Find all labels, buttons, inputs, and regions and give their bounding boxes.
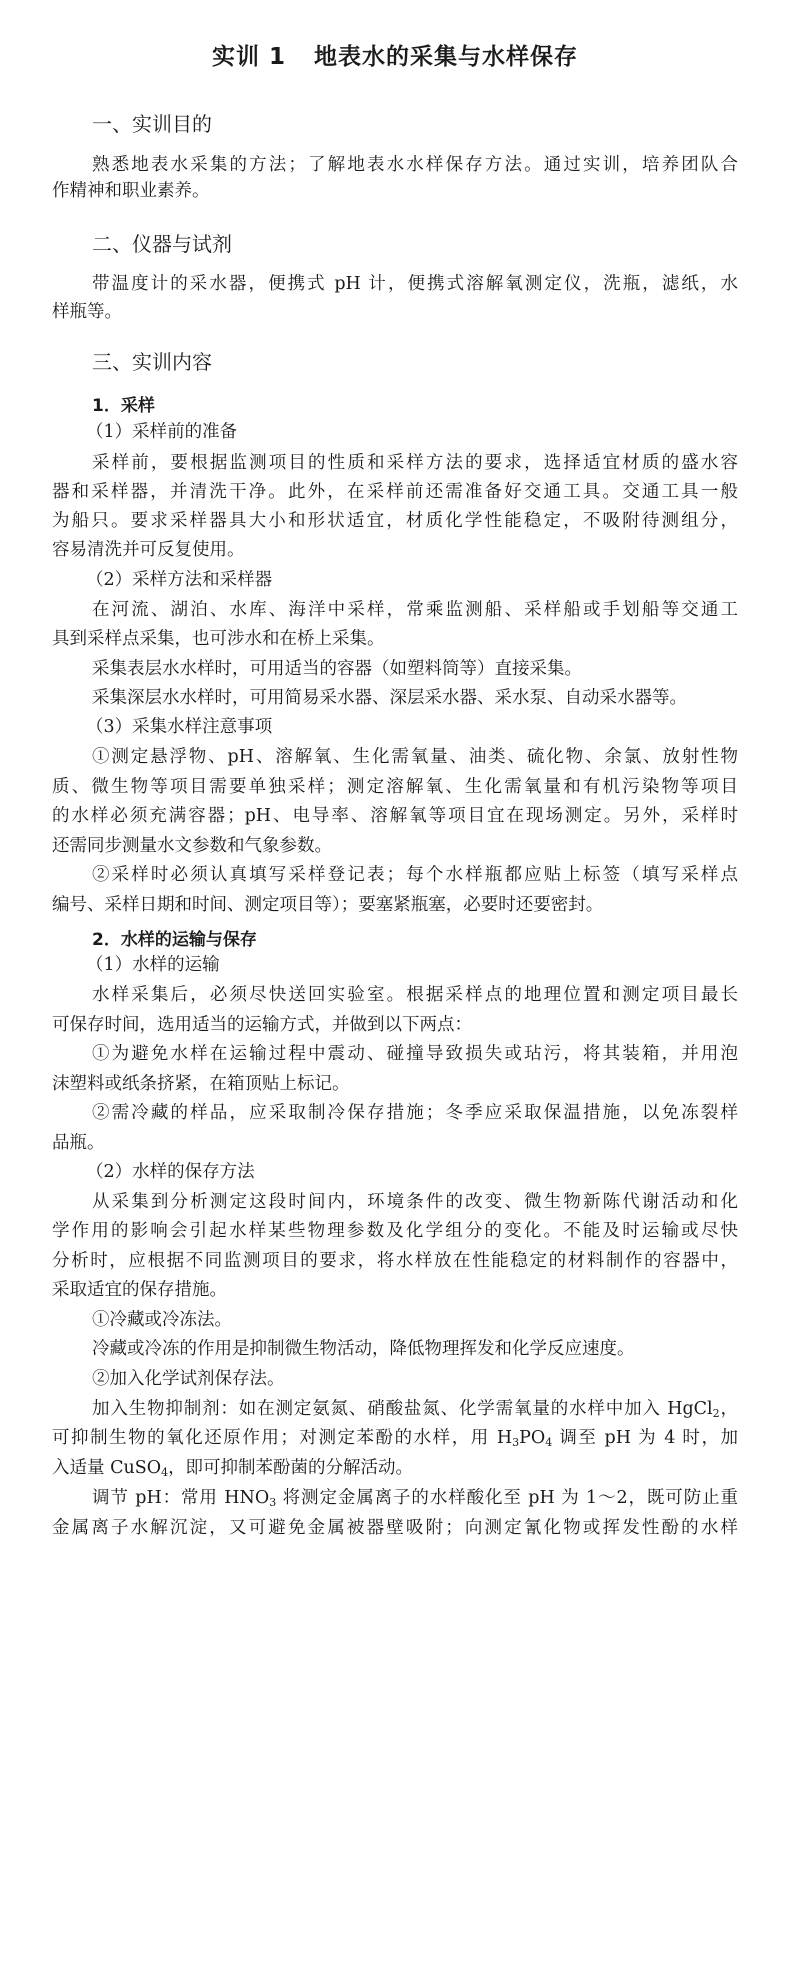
subscript: 4 [161,1466,169,1479]
paragraph-line: 水样采集后，必须尽快送回实验室。根据采样点的地理位置和测定项目最长 [92,985,738,1005]
subheading-sampling: 1．采样 [92,396,155,416]
paragraph-line: 还需同步测量水文参数和气象参数。 [52,836,332,856]
chem-text: 加入生物抑制剂：如在测定氨氮、硝酸盐氮、化学需氧量的水样中加入 HgCl [92,1399,713,1419]
paragraph-line: ②采样时必须认真填写采样登记表；每个水样瓶都应贴上标签（填写采样点 [92,865,738,885]
paragraph-line: 编号、采样日期和时间、测定项目等）；要塞紧瓶塞，必要时还要密封。 [52,895,604,915]
paragraph-line: 作精神和职业素养。 [52,181,210,201]
paragraph-line: 品瓶。 [52,1133,105,1153]
chem-text: 调节 pH：常用 HNO [92,1488,270,1508]
paragraph-line: 带温度计的采水器，便携式 pH 计，便携式溶解氧测定仪，洗瓶，滤纸，水 [92,274,738,294]
paragraph-line: 为船只。要求采样器具大小和形状适宜，材质化学性能稳定，不吸附待测组分， [52,511,738,531]
paragraph-line: ②需冷藏的样品，应采取制冷保存措施；冬季应采取保温措施，以免冻裂样 [92,1103,738,1123]
subscript: 2 [712,1407,720,1420]
section-heading-purpose: 一、实训目的 [92,112,212,136]
chem-text: 调至 pH 为 4 时，加 [552,1428,738,1448]
subsection-title: （2）水样的保存方法 [86,1162,255,1182]
paragraph-line-chem [92,1397,738,1421]
paragraph-line: ①冷藏或冷冻法。 [92,1310,232,1330]
paragraph-line-chem [92,1486,738,1510]
subscript: 3 [512,1436,520,1449]
paragraph-line: 具到采样点采集，也可涉水和在桥上采集。 [52,629,385,649]
chem-text: ， [719,1399,739,1419]
document-title [0,38,790,71]
subsection-title: （3）采集水样注意事项 [86,717,273,737]
chem-text: PO [519,1428,546,1448]
paragraph-line: 器和采样器，并清洗干净。此外，在采样前还需准备好交通工具。交通工具一般 [52,482,738,502]
paragraph-line: 采样前，要根据监测项目的性质和采样方法的要求，选择适宜材质的盛水容 [92,453,738,473]
title-number: 实训 1 [211,44,286,70]
section-heading-content: 三、实训内容 [92,350,212,374]
paragraph-line-chem [52,1426,738,1450]
chem-text: 入适量 CuSO [52,1458,162,1478]
paragraph-line: 可保存时间，选用适当的运输方式，并做到以下两点： [52,1015,472,1035]
paragraph-line: 容易清洗并可反复使用。 [52,540,245,560]
section-heading-equipment: 二、仪器与试剂 [92,232,232,256]
paragraph-line: 沫塑料或纸条挤紧，在箱顶贴上标记。 [52,1074,350,1094]
paragraph-line: 采集表层水水样时，可用适当的容器（如塑料筒等）直接采集。 [92,659,582,679]
paragraph-line: ①测定悬浮物、pH、溶解氧、生化需氧量、油类、硫化物、余氯、放射性物 [92,747,738,767]
chem-text: 将测定金属离子的水样酸化至 pH 为 1～2，既可防止重 [276,1488,738,1508]
paragraph-line: 样瓶等。 [52,302,122,322]
paragraph-line: 质、微生物等项目需要单独采样；测定溶解氧、生化需氧量和有机污染物等项目 [52,777,738,797]
paragraph-line: ①为避免水样在运输过程中震动、碰撞导致损失或玷污，将其装箱，并用泡 [92,1044,738,1064]
subheading-transport: 2．水样的运输与保存 [92,930,257,950]
chem-text: 可抑制生物的氧化还原作用；对测定苯酚的水样，用 H [52,1428,513,1448]
title-text: 地表水的采集与水样保存 [314,44,578,70]
paragraph-line: 采集深层水水样时，可用简易采水器、深层采水器、采水泵、自动采水器等。 [92,688,687,708]
paragraph-line: 冷藏或冷冻的作用是抑制微生物活动，降低物理挥发和化学反应速度。 [92,1339,635,1359]
paragraph-line: ②加入化学试剂保存法。 [92,1369,285,1389]
paragraph-line: 的水样必须充满容器；pH、电导率、溶解氧等项目宜在现场测定。另外，采样时 [52,806,738,826]
paragraph-line: 熟悉地表水采集的方法；了解地表水水样保存方法。通过实训，培养团队合 [92,155,738,175]
subscript: 4 [545,1436,553,1449]
subscript: 3 [269,1496,277,1509]
paragraph-line: 在河流、湖泊、水库、海洋中采样，常乘监测船、采样船或手划船等交通工 [92,600,738,620]
paragraph-line: 分析时，应根据不同监测项目的要求，将水样放在性能稳定的材料制作的容器中， [52,1251,738,1271]
paragraph-line: 学作用的影响会引起水样某些物理参数及化学组分的变化。不能及时运输或尽快 [52,1221,738,1241]
paragraph-line: 金属离子水解沉淀，又可避免金属被器壁吸附；向测定氰化物或挥发性酚的水样 [52,1518,738,1538]
paragraph-line: 采取适宜的保存措施。 [52,1280,227,1300]
subsection-title: （1）采样前的准备 [86,422,238,442]
chem-text: ，即可抑制苯酚菌的分解活动。 [168,1458,414,1478]
subsection-title: （2）采样方法和采样器 [86,570,273,590]
paragraph-line: 从采集到分析测定这段时间内，环境条件的改变、微生物新陈代谢活动和化 [92,1192,738,1212]
paragraph-line-chem [52,1456,738,1480]
subsection-title: （1）水样的运输 [86,955,220,975]
